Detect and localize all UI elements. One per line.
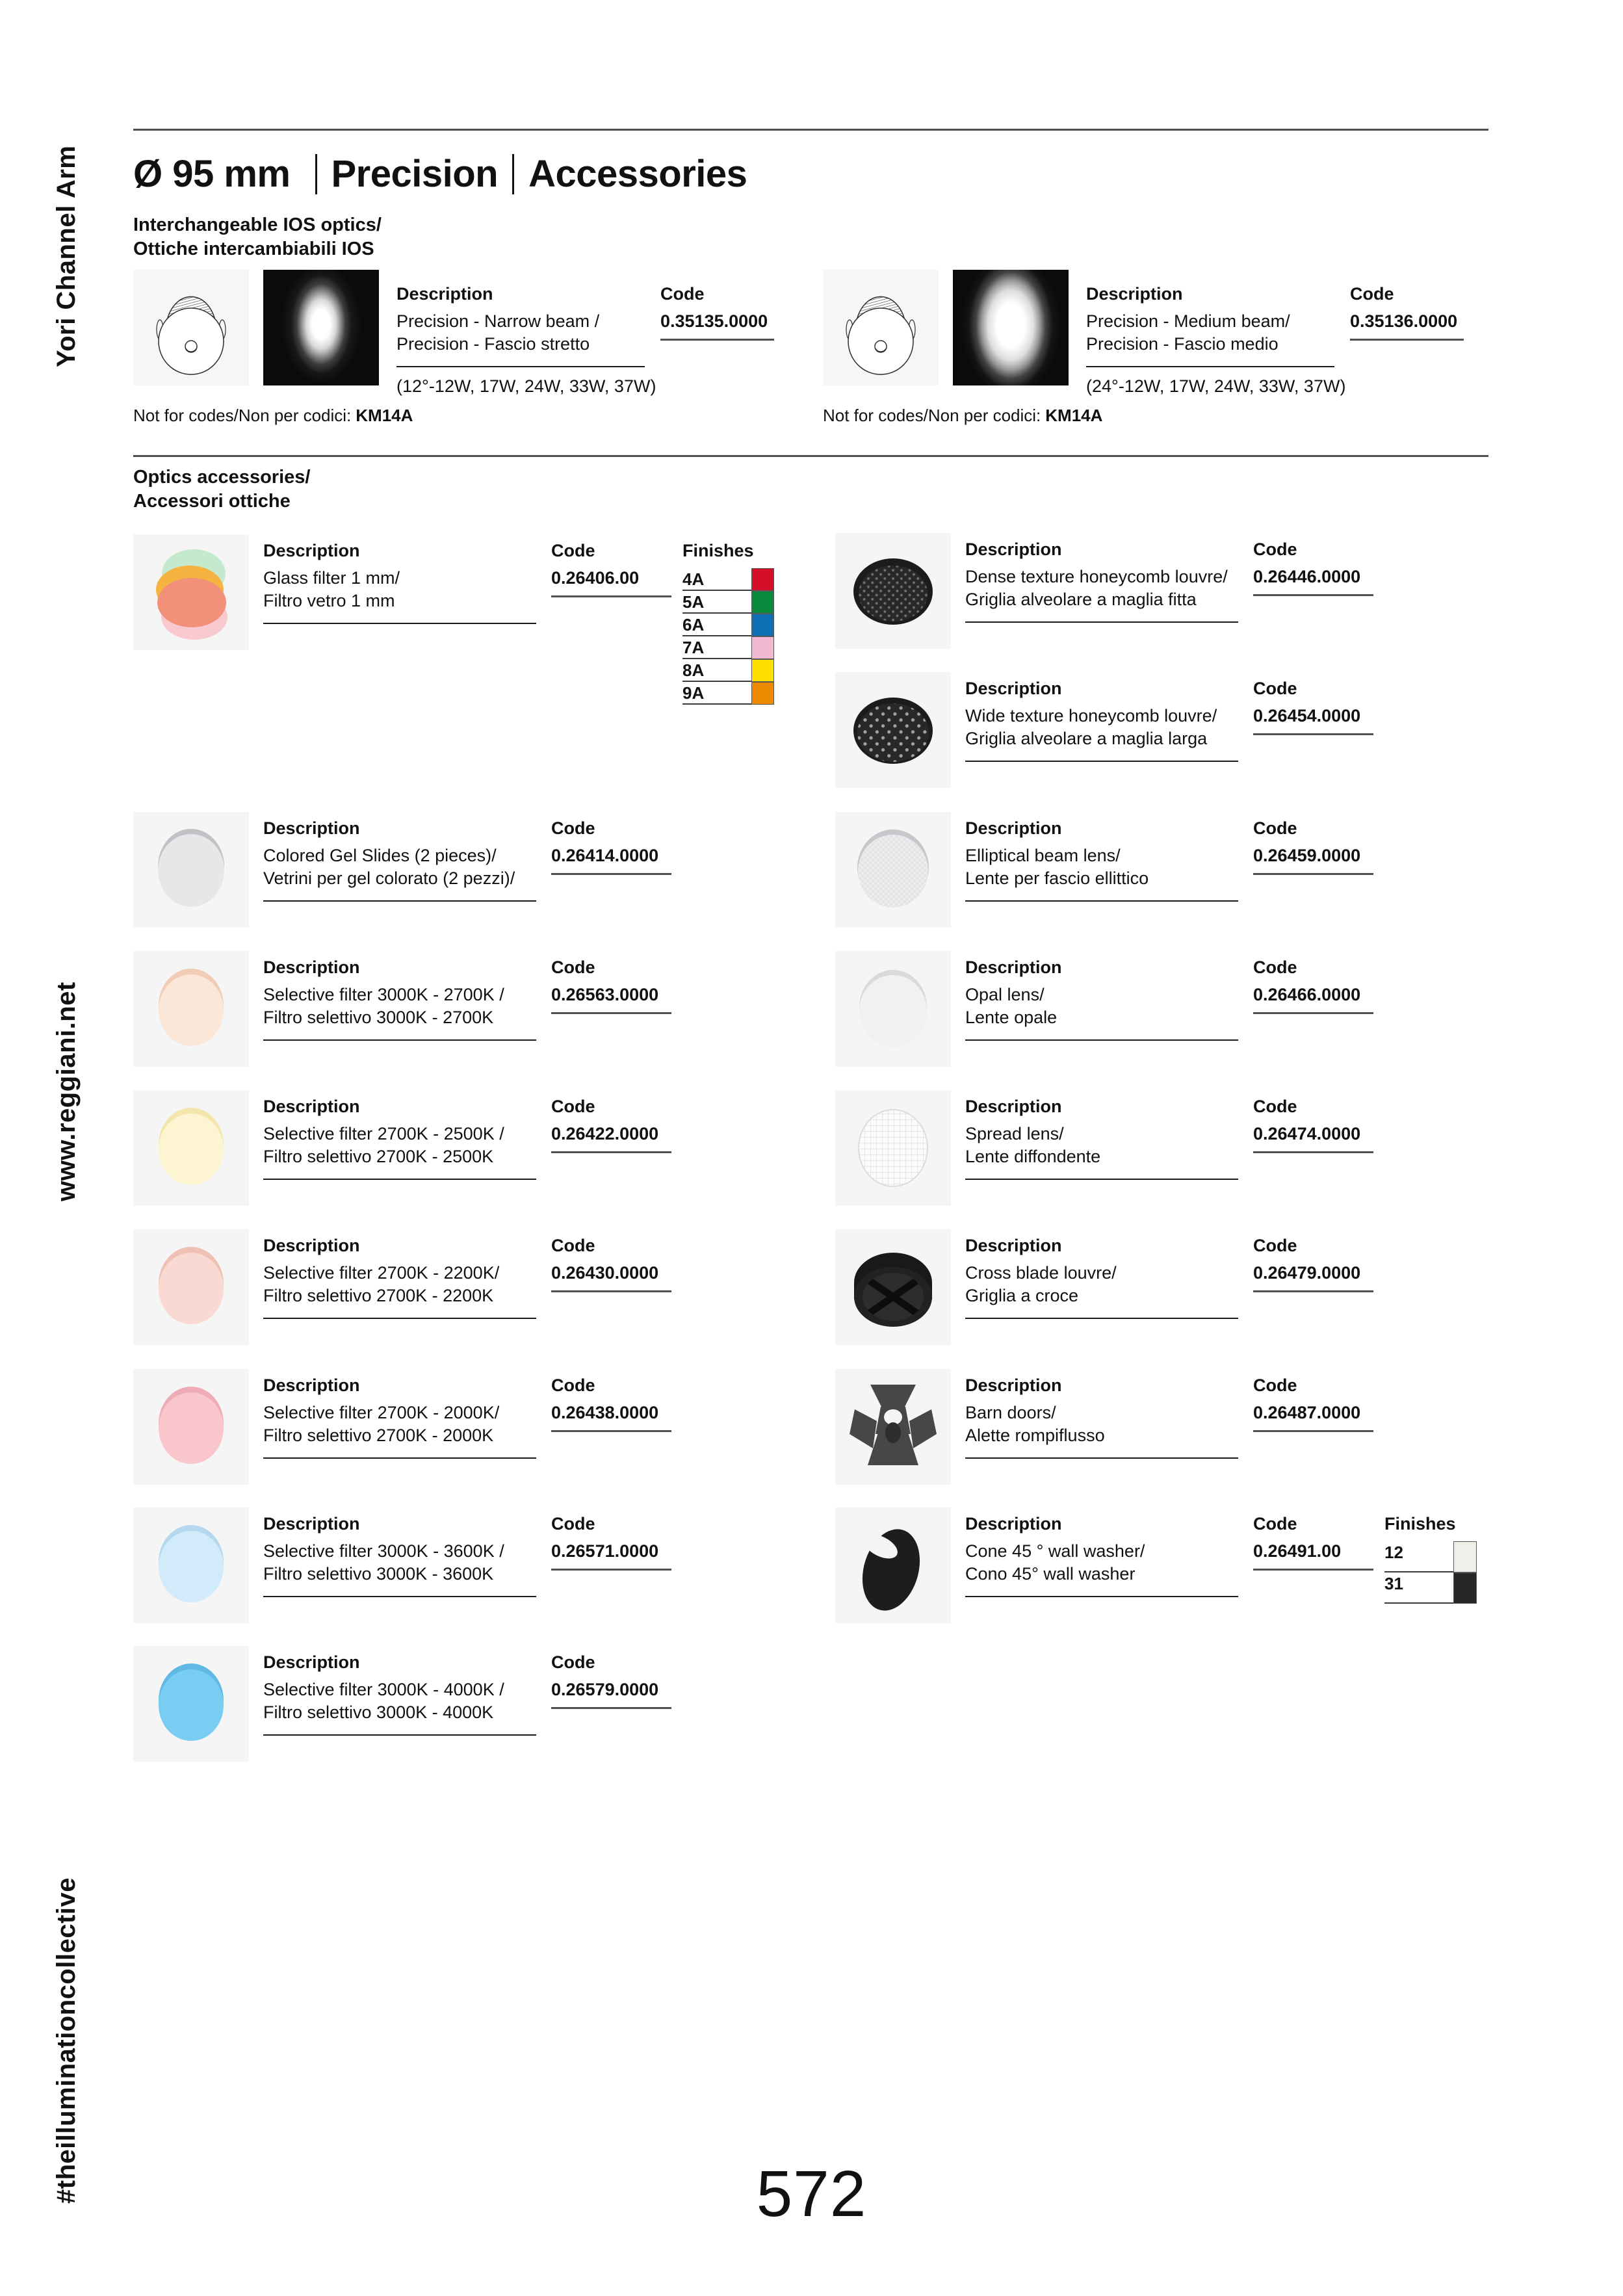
not-for-codes-note — [133, 406, 413, 426]
finish-color-swatch — [751, 591, 774, 614]
accessory-description-it: Filtro selettivo 2700K - 2000K — [263, 1426, 494, 1445]
description-label: Description — [263, 1097, 360, 1116]
accessory-description-it: Griglia a croce — [965, 1286, 1079, 1305]
description-underline — [965, 761, 1238, 762]
accessory-description-en: Dense texture honeycomb louvre/ — [965, 567, 1228, 586]
honeycomb-dense-thumbnail — [835, 533, 951, 649]
accessory-row — [835, 672, 1531, 812]
filter-disc-thumbnail — [133, 1369, 249, 1485]
accessory-description-en: Barn doors/ — [965, 1403, 1056, 1422]
description-label: Description — [263, 958, 360, 977]
finish-option — [682, 591, 775, 614]
accessory-description-en: Cone 45 ° wall washer/ — [965, 1541, 1145, 1561]
finish-label: 8A — [682, 660, 751, 682]
code-underline — [1253, 873, 1373, 875]
accessory-row — [835, 1090, 1531, 1230]
glass-filter-thumbnail — [133, 534, 249, 650]
finish-color-swatch — [751, 682, 774, 705]
finish-color-swatch — [751, 659, 774, 682]
accessory-code: 0.26491.00 — [1253, 1541, 1342, 1561]
title-diameter: Ø 95 mm — [133, 153, 291, 195]
code-label: Code — [1253, 818, 1297, 838]
description-underline — [263, 1596, 536, 1597]
description-label: Description — [263, 818, 360, 838]
accessory-description-en: Selective filter 3000K - 3600K / — [263, 1541, 504, 1561]
code-label: Code — [1350, 284, 1394, 304]
accessory-code: 0.26454.0000 — [1253, 706, 1361, 725]
elliptical-lens-thumbnail — [835, 812, 951, 928]
accessory-description-it: Vetrini per gel colorato (2 pezzi)/ — [263, 868, 515, 888]
accessory-code: 0.26563.0000 — [551, 985, 659, 1004]
finish-color-swatch — [751, 614, 774, 636]
description-label: Description — [263, 1236, 360, 1255]
code-label: Code — [1253, 540, 1297, 559]
ios-product-medium-beam — [823, 270, 1499, 410]
code-label: Code — [551, 1236, 595, 1255]
title-divider — [315, 154, 317, 194]
accessory-description-en: Elliptical beam lens/ — [965, 846, 1121, 865]
page-number: 572 — [756, 2158, 867, 2230]
finish-option — [682, 614, 775, 636]
finish-color-swatch — [751, 568, 774, 591]
title-family: Precision — [331, 153, 499, 195]
description-label: Description — [965, 1236, 1062, 1255]
title-section: Accessories — [528, 153, 747, 195]
description-underline — [263, 1457, 536, 1459]
accessory-description-it: Filtro selettivo 3000K - 2700K — [263, 1008, 494, 1027]
description-underline — [396, 366, 645, 367]
ios-product-narrow-beam — [133, 270, 809, 410]
accessory-code: 0.26422.0000 — [551, 1124, 659, 1143]
accessory-description-it: Alette rompiflusso — [965, 1426, 1105, 1445]
filter-disc-thumbnail — [133, 1507, 249, 1623]
code-underline — [1253, 1012, 1373, 1014]
finish-color-swatch — [1453, 1541, 1477, 1572]
description-label: Description — [965, 1376, 1062, 1395]
title-divider — [512, 154, 514, 194]
accessory-code: 0.26487.0000 — [1253, 1403, 1361, 1422]
accessory-description-it: Filtro selettivo 3000K - 4000K — [263, 1702, 494, 1722]
accessory-code: 0.26430.0000 — [551, 1263, 659, 1283]
not-for-codes-prefix: Not for codes/Non per codici: — [823, 406, 1041, 425]
accessory-description-en: Cross blade louvre/ — [965, 1263, 1117, 1283]
accessory-row — [835, 951, 1531, 1091]
accessory-description-it: Filtro vetro 1 mm — [263, 591, 395, 610]
code-underline — [551, 1290, 671, 1292]
description-underline — [263, 623, 536, 624]
accessory-code: 0.26479.0000 — [1253, 1263, 1361, 1283]
accessory-description-it: Filtro selettivo 3000K - 3600K — [263, 1564, 494, 1584]
product-code: 0.35136.0000 — [1350, 311, 1458, 331]
accessory-description-en: Selective filter 2700K - 2000K/ — [263, 1403, 500, 1422]
accessory-code: 0.26579.0000 — [551, 1680, 659, 1699]
code-label: Code — [551, 541, 595, 560]
accessory-description-en: Colored Gel Slides (2 pieces)/ — [263, 846, 497, 865]
reflector-drawing-icon — [133, 270, 249, 385]
finish-label: 31 — [1384, 1574, 1453, 1604]
finish-option — [682, 636, 775, 659]
accessory-code: 0.26414.0000 — [551, 846, 659, 865]
description-label: Description — [396, 284, 493, 304]
reflector-drawing-icon — [823, 270, 939, 385]
finishes-table — [1384, 1514, 1477, 1604]
code-label: Code — [551, 1376, 595, 1395]
finish-option — [1384, 1541, 1477, 1572]
top-rule — [133, 129, 1488, 131]
code-label: Code — [551, 1097, 595, 1116]
accessory-code: 0.26446.0000 — [1253, 567, 1361, 586]
accessory-description-en: Selective filter 3000K - 2700K / — [263, 985, 504, 1004]
accessory-code: 0.26571.0000 — [551, 1541, 659, 1561]
sidebar-website: www.reggiani.net — [52, 982, 81, 1201]
accessory-row — [133, 951, 829, 1091]
code-underline — [1350, 339, 1464, 341]
product-description-it: Precision - Fascio medio — [1086, 334, 1279, 354]
accessory-row — [835, 1369, 1531, 1509]
section-rule — [133, 455, 1488, 457]
code-underline — [1253, 1569, 1373, 1571]
description-underline — [1086, 366, 1334, 367]
finish-color-swatch — [751, 636, 774, 659]
accessory-description-it: Lente per fascio ellittico — [965, 868, 1149, 888]
description-label: Description — [965, 540, 1062, 559]
accessory-row — [133, 1229, 829, 1369]
finish-label: 9A — [682, 683, 751, 705]
accessory-description-en: Opal lens/ — [965, 985, 1045, 1004]
description-label: Description — [263, 541, 360, 560]
accessory-code: 0.26459.0000 — [1253, 846, 1361, 865]
accessory-description-en: Wide texture honeycomb louvre/ — [965, 706, 1217, 725]
accessory-row — [835, 1507, 1531, 1647]
code-underline — [551, 1012, 671, 1014]
description-underline — [263, 900, 536, 902]
filter-disc-thumbnail — [133, 951, 249, 1067]
accessory-code: 0.26466.0000 — [1253, 985, 1361, 1004]
page-title — [133, 152, 747, 196]
gel-slides-thumbnail — [133, 812, 249, 928]
ios-section-heading — [133, 213, 382, 261]
description-underline — [263, 1179, 536, 1180]
code-label: Code — [1253, 1376, 1297, 1395]
accessory-description-en: Glass filter 1 mm/ — [263, 568, 400, 588]
product-description-en: Precision - Narrow beam / — [396, 311, 600, 331]
accessory-description-it: Lente diffondente — [965, 1147, 1101, 1166]
code-label: Code — [1253, 1236, 1297, 1255]
beam-photo — [953, 270, 1069, 385]
description-underline — [965, 1318, 1238, 1319]
accessory-row — [133, 1507, 829, 1647]
description-underline — [263, 1734, 536, 1736]
accessories-section-heading — [133, 465, 310, 514]
code-underline — [1253, 1290, 1373, 1292]
finishes-list — [682, 568, 775, 705]
accessory-row — [835, 1229, 1531, 1369]
product-wattage-note: (24°-12W, 17W, 24W, 33W, 37W) — [1086, 376, 1346, 396]
code-underline — [1253, 733, 1373, 735]
not-for-codes-prefix: Not for codes/Non per codici: — [133, 406, 352, 425]
code-label: Code — [1253, 1514, 1297, 1533]
accessory-description-en: Selective filter 2700K - 2500K / — [263, 1124, 504, 1143]
code-label: Code — [551, 818, 595, 838]
accessory-row — [133, 534, 829, 703]
product-code: 0.35135.0000 — [660, 311, 768, 331]
finish-label: 4A — [682, 569, 751, 591]
description-label: Description — [965, 679, 1062, 698]
description-underline — [263, 1318, 536, 1319]
code-label: Code — [660, 284, 705, 304]
product-description-en: Precision - Medium beam/ — [1086, 311, 1290, 331]
accessory-row — [133, 1369, 829, 1509]
finish-label: 7A — [682, 638, 751, 659]
finish-label: 5A — [682, 592, 751, 614]
filter-disc-thumbnail — [133, 1229, 249, 1345]
code-underline — [551, 873, 671, 875]
description-underline — [263, 1039, 536, 1041]
accessory-description-it: Griglia alveolare a maglia larga — [965, 729, 1208, 748]
code-underline — [551, 595, 671, 597]
description-label: Description — [263, 1514, 360, 1533]
accessory-description-it: Filtro selettivo 2700K - 2500K — [263, 1147, 494, 1166]
finishes-list — [1384, 1541, 1477, 1604]
description-label: Description — [965, 958, 1062, 977]
product-wattage-note: (12°-12W, 17W, 24W, 33W, 37W) — [396, 376, 656, 396]
code-label: Code — [1253, 679, 1297, 698]
accessory-description-it: Griglia alveolare a maglia fitta — [965, 590, 1197, 609]
description-underline — [965, 621, 1238, 623]
accessory-code: 0.26438.0000 — [551, 1403, 659, 1422]
description-underline — [965, 900, 1238, 902]
code-label: Code — [551, 958, 595, 977]
description-label: Description — [263, 1376, 360, 1395]
code-label: Code — [551, 1514, 595, 1533]
accessory-description-en: Selective filter 3000K - 4000K / — [263, 1680, 504, 1699]
code-underline — [551, 1707, 671, 1709]
code-underline — [660, 339, 774, 341]
accessory-description-en: Spread lens/ — [965, 1124, 1064, 1143]
not-for-codes-note — [823, 406, 1102, 426]
code-label: Code — [1253, 958, 1297, 977]
code-underline — [551, 1569, 671, 1571]
description-label: Description — [965, 1514, 1062, 1533]
code-underline — [1253, 1151, 1373, 1153]
description-label: Description — [965, 1097, 1062, 1116]
code-underline — [1253, 1430, 1373, 1432]
sidebar-hashtag: #theilluminationcollective — [52, 1877, 81, 2204]
not-for-codes-value: KM14A — [356, 406, 413, 425]
description-underline — [965, 1179, 1238, 1180]
accessories-heading-en: Optics accessories/ — [133, 467, 311, 488]
cross-blade-thumbnail — [835, 1229, 951, 1345]
code-label: Code — [551, 1652, 595, 1672]
accessories-heading-it: Accessori ottiche — [133, 491, 291, 512]
accessory-code: 0.26406.00 — [551, 568, 640, 588]
accessory-description-en: Selective filter 2700K - 2200K/ — [263, 1263, 500, 1283]
finish-color-swatch — [1453, 1572, 1477, 1604]
ios-heading-en: Interchangeable IOS optics/ — [133, 215, 382, 235]
accessory-row — [835, 533, 1531, 673]
description-underline — [965, 1457, 1238, 1459]
finish-option — [1384, 1572, 1477, 1604]
accessory-description-it: Cono 45° wall washer — [965, 1564, 1136, 1584]
finish-label: 12 — [1384, 1543, 1453, 1572]
accessory-row — [133, 1646, 829, 1786]
finishes-label: Finishes — [1384, 1514, 1456, 1533]
accessory-row — [835, 812, 1531, 952]
description-label: Description — [965, 818, 1062, 838]
accessory-row — [133, 1090, 829, 1230]
barn-doors-thumbnail — [835, 1369, 951, 1485]
code-underline — [551, 1151, 671, 1153]
filter-disc-thumbnail — [133, 1646, 249, 1762]
filter-disc-thumbnail — [133, 1090, 249, 1206]
accessory-description-it: Lente opale — [965, 1008, 1058, 1027]
description-underline — [965, 1596, 1238, 1597]
cone-45-thumbnail — [835, 1507, 951, 1623]
finish-option — [682, 568, 775, 591]
accessory-code: 0.26474.0000 — [1253, 1124, 1361, 1143]
code-underline — [1253, 594, 1373, 596]
honeycomb-wide-thumbnail — [835, 672, 951, 788]
accessory-row — [133, 812, 829, 952]
finishes-label: Finishes — [682, 541, 754, 560]
code-label: Code — [1253, 1097, 1297, 1116]
ios-heading-it: Ottiche intercambiabili IOS — [133, 239, 374, 259]
beam-photo — [263, 270, 379, 385]
code-underline — [551, 1430, 671, 1432]
finishes-table — [682, 541, 775, 705]
description-label: Description — [1086, 284, 1183, 304]
spread-lens-thumbnail — [835, 1090, 951, 1206]
product-description-it: Precision - Fascio stretto — [396, 334, 590, 354]
sidebar-product-name: Yori Channel Arm — [52, 145, 81, 367]
description-label: Description — [263, 1652, 360, 1672]
description-underline — [965, 1039, 1238, 1041]
finish-label: 6A — [682, 615, 751, 636]
finish-option — [682, 682, 775, 705]
opal-lens-thumbnail — [835, 951, 951, 1067]
accessory-description-it: Filtro selettivo 2700K - 2200K — [263, 1286, 494, 1305]
not-for-codes-value: KM14A — [1045, 406, 1103, 425]
finish-option — [682, 659, 775, 682]
